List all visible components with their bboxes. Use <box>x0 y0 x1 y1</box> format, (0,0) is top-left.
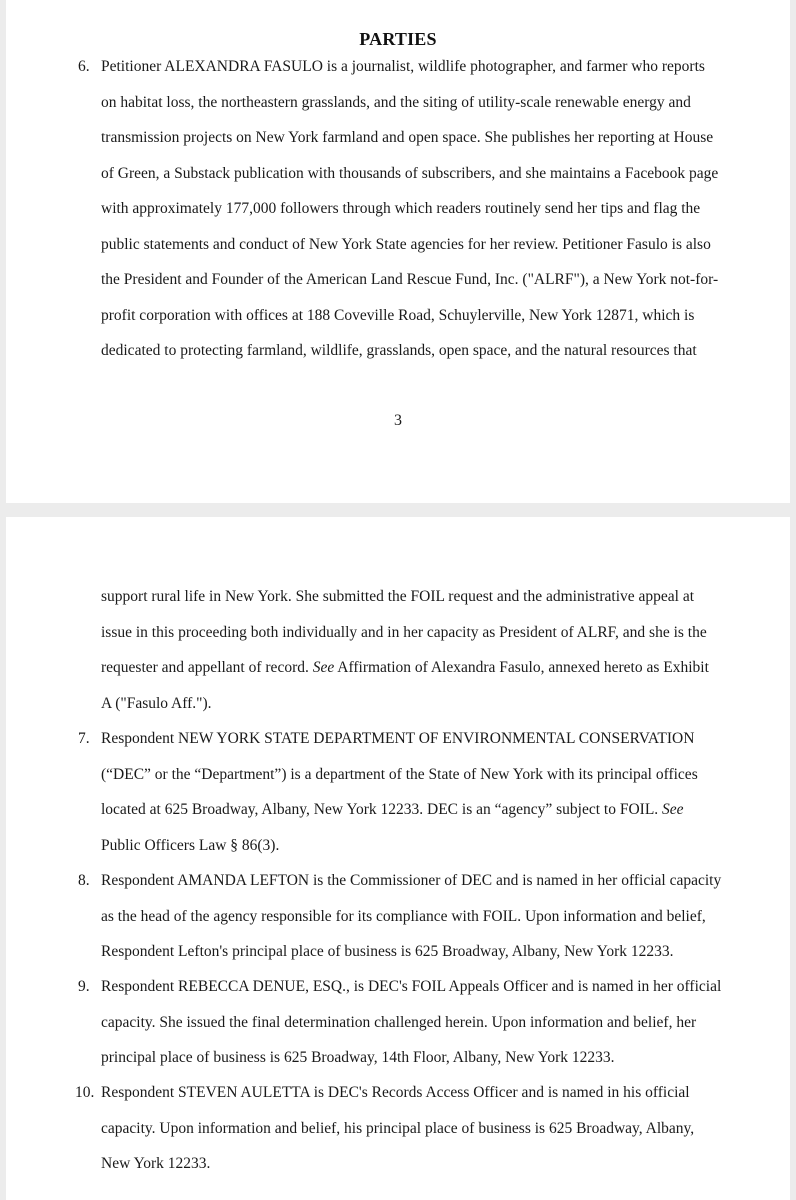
paragraph-text <box>101 969 731 1076</box>
text-line: dedicated to protecting farmland, wildlife, grasslands, open space, and the natural resources that <box>101 342 697 359</box>
text-line: support rural life in New York. She submitted the FOIL request and the administrative appeal at <box>101 588 695 605</box>
text-line <box>101 650 731 686</box>
document-page-4 <box>6 517 790 1200</box>
paragraph-number: 6. <box>78 58 90 75</box>
text-line: Public Officers Law § 86(3). <box>101 836 280 854</box>
text-line: Petitioner ALEXANDRA FASULO is a journalist, wildlife photographer, and farmer who reports <box>101 58 705 75</box>
text-line: Respondent AMANDA LEFTON is the Commissioner of DEC and is named in her official capacity <box>101 872 722 889</box>
paragraph-number: 8. <box>78 872 90 889</box>
text-line: transmission projects on New York farmland and open space. She publishes her reporting at House <box>101 129 714 146</box>
text-line: issue in this proceeding both individually and in her capacity as President of ALRF, and she is the <box>101 623 707 641</box>
text-line: (“DEC” or the “Department”) is a department of the State of New York with its principal offices <box>101 765 698 783</box>
citation-signal: See <box>662 801 684 818</box>
text-segment: requester and appellant of record. <box>101 659 313 676</box>
text-segment: Affirmation of Alexandra Fasulo, annexed hereto as Exhibit <box>334 659 709 676</box>
text-line: with approximately 177,000 followers through which readers routinely send her tips and flag the <box>101 200 701 217</box>
paragraph-text <box>101 579 731 721</box>
text-line: capacity. She issued the final determination challenged herein. Upon information and belief, her <box>101 1013 697 1031</box>
text-line: as the head of the agency responsible for its compliance with FOIL. Upon information and belief, <box>101 907 706 925</box>
section-heading: PARTIES <box>359 29 437 49</box>
text-line: profit corporation with offices at 188 Coveville Road, Schuylerville, New York 12871, which is <box>101 306 695 324</box>
paragraph-number: 9. <box>78 978 90 995</box>
text-line: Respondent STEVEN AULETTA is DEC's Records Access Officer and is named in his official <box>101 1084 690 1101</box>
paragraph-number: 7. <box>78 730 90 747</box>
document-page-3 <box>6 0 790 503</box>
paragraph-text <box>101 863 731 970</box>
text-line <box>101 792 731 828</box>
paragraph-text <box>101 721 731 863</box>
text-line: Respondent Lefton's principal place of business is 625 Broadway, Albany, New York 12233. <box>101 943 674 960</box>
text-line: New York 12233. <box>101 1155 211 1172</box>
text-line: on habitat loss, the northeastern grasslands, and the siting of utility-scale renewable energy and <box>101 93 691 111</box>
text-line: principal place of business is 625 Broadway, 14th Floor, Albany, New York 12233. <box>101 1049 615 1066</box>
text-line: the President and Founder of the American Land Rescue Fund, Inc. ("ALRF"), a New York not-for- <box>101 271 719 288</box>
text-line: Respondent REBECCA DENUE, ESQ., is DEC's FOIL Appeals Officer and is named in her official <box>101 978 722 995</box>
paragraph-text <box>101 1075 731 1182</box>
page-number: 3 <box>394 412 402 429</box>
text-line: Respondent NEW YORK STATE DEPARTMENT OF ENVIRONMENTAL CONSERVATION <box>101 730 695 747</box>
paragraph-text <box>101 49 731 369</box>
text-line: of Green, a Substack publication with thousands of subscribers, and she maintains a Facebook page <box>101 164 719 182</box>
text-line: A ("Fasulo Aff."). <box>101 694 212 712</box>
text-segment: located at 625 Broadway, Albany, New York 12233. DEC is an “agency” subject to FOIL. <box>101 801 663 818</box>
text-line: capacity. Upon information and belief, his principal place of business is 625 Broadway, Albany, <box>101 1119 695 1137</box>
citation-signal: See <box>312 659 335 676</box>
paragraph-number: 10. <box>75 1084 95 1101</box>
text-line: public statements and conduct of New York State agencies for her review. Petitioner Fasulo is also <box>101 235 711 253</box>
